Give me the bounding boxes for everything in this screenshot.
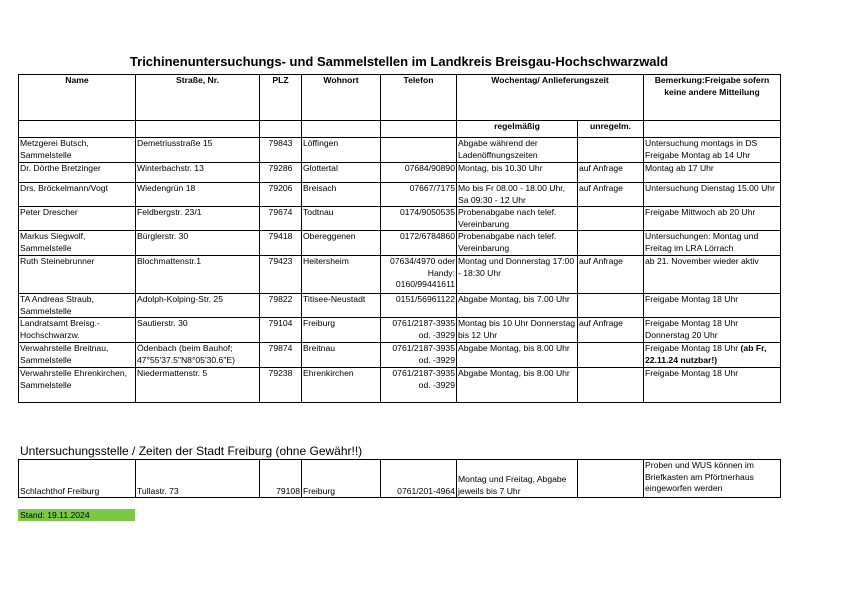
cell-remark: Untersuchung Dienstag 15.00 Uhr: [644, 183, 781, 207]
table-row: [19, 318, 781, 343]
cell-irregular: auf Anfrage: [578, 183, 644, 207]
cell-plz: 79238: [260, 368, 302, 403]
cell-regular: Probenabgabe nach telef. Vereinbarung: [457, 231, 578, 256]
cell-name: Landratsamt Breisg.- Hochschwarzw.: [19, 318, 136, 343]
cell-remark: Freigabe Montag 18 Uhr Donnerstag 20 Uhr: [644, 318, 781, 343]
cell-city: Breisach: [302, 183, 381, 207]
cell-plz: 79423: [260, 256, 302, 294]
cell-regular: Abgabe während der Ladenöffnungszeiten: [457, 138, 578, 163]
table-row: [19, 231, 781, 256]
cell-irregular: auf Anfrage: [578, 318, 644, 343]
cell-phone: [381, 138, 457, 163]
cell-street: Niedermattenstr. 5: [136, 368, 260, 403]
cell-phone: 07684/90890: [381, 163, 457, 183]
city-row-plz: 79108: [260, 460, 302, 498]
cell-city: Freiburg: [302, 318, 381, 343]
cell-street: Winterbachstr. 13: [136, 163, 260, 183]
cell-city: Todtnau: [302, 207, 381, 231]
cell-plz: 79286: [260, 163, 302, 183]
cell-name: Dr. Dörthe Bretzinger: [19, 163, 136, 183]
table-row: [19, 343, 781, 368]
cell-irregular: [578, 207, 644, 231]
cell-remark: Untersuchung montags in DS Freigabe Montag ab 14 Uhr: [644, 138, 781, 163]
cell-plz: 79104: [260, 318, 302, 343]
document-title: Trichinenuntersuchungs- und Sammelstellen im Landkreis Breisgau-Hochschwarzwald: [129, 54, 669, 69]
cell-irregular: auf Anfrage: [578, 163, 644, 183]
cell-city: Titisee-Neustadt: [302, 294, 381, 318]
header-street: Straße, Nr.: [136, 75, 260, 121]
cell-street: Wiedengrün 18: [136, 183, 260, 207]
cell-regular: Montag bis 10 Uhr Donnerstag bis 12 Uhr: [457, 318, 578, 343]
cell-city: Obereggenen: [302, 231, 381, 256]
cell-street: Demetriusstraße 15: [136, 138, 260, 163]
cell-regular: Mo bis Fr 08.00 - 18.00 Uhr, Sa 09:30 - 12 Uhr: [457, 183, 578, 207]
table-row: [19, 294, 781, 318]
cell-phone: 07634/4970 oder Handy: 0160/99441611: [381, 256, 457, 294]
cell-regular: Probenabgabe nach telef. Vereinbarung: [457, 207, 578, 231]
cell-plz: 79674: [260, 207, 302, 231]
cell-city: Heitersheim: [302, 256, 381, 294]
cell-irregular: [578, 231, 644, 256]
table-row: [19, 183, 781, 207]
header-time: Wochentag/ Anlieferungszeit: [457, 75, 644, 121]
cell-irregular: [578, 294, 644, 318]
city-row-regular: Montag und Freitag, Abgabe jeweils bis 7 Uhr: [457, 460, 578, 498]
cell-name: TA Andreas Straub, Sammelstelle: [19, 294, 136, 318]
cell-street: Bürglerstr. 30: [136, 231, 260, 256]
cell-phone: 0761/2187-3935 od. -3929: [381, 318, 457, 343]
table-row: [19, 256, 781, 294]
cell-name: Ruth Steinebrunner: [19, 256, 136, 294]
cell-name: Verwahrstelle Ehrenkirchen, Sammelstelle: [19, 368, 136, 403]
cell-street: Sautierstr. 30: [136, 318, 260, 343]
city-row-street: Tullastr. 73: [136, 460, 260, 498]
cell-phone: 07667/7175: [381, 183, 457, 207]
header-remark: Bemerkung:Freigabe sofern keine andere Mitteilung: [644, 75, 781, 121]
table-row: [19, 368, 781, 403]
cell-irregular: auf Anfrage: [578, 256, 644, 294]
cell-remark: ab 21. November wieder aktiv: [644, 256, 781, 294]
cell-phone: 0151/56961122: [381, 294, 457, 318]
cell-regular: Montag und Donnerstag 17:00 - 18:30 Uhr: [457, 256, 578, 294]
header-phone: Telefon: [381, 75, 457, 121]
header-city: Wohnort: [302, 75, 381, 121]
city-row-phone: 0761/201-4964: [381, 460, 457, 498]
table-row: [19, 207, 781, 231]
header-plz: PLZ: [260, 75, 302, 121]
cell-name: Markus Siegwolf, Sammelstelle: [19, 231, 136, 256]
city-row-name: Schlachthof Freiburg: [19, 460, 136, 498]
cell-phone: 0172/6784860: [381, 231, 457, 256]
table-row: [19, 163, 781, 183]
cell-name: Verwahrstelle Breitnau, Sammelstelle: [19, 343, 136, 368]
cell-city: Glottertal: [302, 163, 381, 183]
cell-regular: Abgabe Montag, bis 8.00 Uhr: [457, 343, 578, 368]
cell-irregular: [578, 368, 644, 403]
cell-plz: 79418: [260, 231, 302, 256]
cell-name: Metzgerei Butsch, Sammelstelle: [19, 138, 136, 163]
stand-date: Stand: 19.11.2024: [18, 509, 135, 521]
header-irregular: unregelm.: [578, 121, 644, 138]
section-title: Untersuchungsstelle / Zeiten der Stadt Freiburg (ohne Gewähr!!): [20, 444, 363, 458]
cell-plz: 79874: [260, 343, 302, 368]
cell-regular: Montag, bis 10.30 Uhr: [457, 163, 578, 183]
cell-regular: Abgabe Montag, bis 8.00 Uhr: [457, 368, 578, 403]
cell-plz: 79822: [260, 294, 302, 318]
table-row: [19, 138, 781, 163]
cell-phone: 0761/2187-3935 od. -3929: [381, 368, 457, 403]
cell-irregular: [578, 343, 644, 368]
header-regular: regelmäßig: [457, 121, 578, 138]
cell-irregular: [578, 138, 644, 163]
cell-city: Ehrenkirchen: [302, 368, 381, 403]
city-row: [19, 460, 781, 498]
cell-plz: 79843: [260, 138, 302, 163]
cell-remark: Freigabe Montag 18 Uhr: [644, 368, 781, 403]
cell-name: Peter Drescher: [19, 207, 136, 231]
cell-remark: Freigabe Montag 18 Uhr (ab Fr, 22.11.24 nutzbar!): [644, 343, 781, 368]
cell-phone: 0174/9050535: [381, 207, 457, 231]
city-table: [18, 459, 781, 498]
cell-street: Blochmattenstr.1: [136, 256, 260, 294]
cell-street: Ödenbach (beim Bauhof; 47°55'37.5"N8°05'30.6"E): [136, 343, 260, 368]
cell-remark: Montag ab 17 Uhr: [644, 163, 781, 183]
stations-table: [18, 74, 781, 403]
cell-regular: Abgabe Montag, bis 7.00 Uhr: [457, 294, 578, 318]
header-name: Name: [19, 75, 136, 121]
cell-city: Löffingen: [302, 138, 381, 163]
cell-name: Drs. Bröckelmann/Vogt: [19, 183, 136, 207]
city-row-city: Freiburg: [302, 460, 381, 498]
cell-plz: 79206: [260, 183, 302, 207]
cell-remark: Freigabe Montag 18 Uhr: [644, 294, 781, 318]
cell-city: Breitnau: [302, 343, 381, 368]
cell-remark: Untersuchungen: Montag und Freitag im LRA Lörrach: [644, 231, 781, 256]
city-row-irregular: [578, 460, 644, 498]
cell-street: Feldbergstr. 23/1: [136, 207, 260, 231]
cell-remark: Freigabe Mittwoch ab 20 Uhr: [644, 207, 781, 231]
city-row-remark: Proben und WUS können im Briefkasten am Pförtnerhaus eingeworfen werden: [644, 460, 781, 498]
remark-bold: (ab Fr, 22.11.24 nutzbar!): [645, 343, 767, 365]
cell-street: Adolph-Kolping-Str. 25: [136, 294, 260, 318]
cell-phone: 0761/2187-3935 od. -3929: [381, 343, 457, 368]
